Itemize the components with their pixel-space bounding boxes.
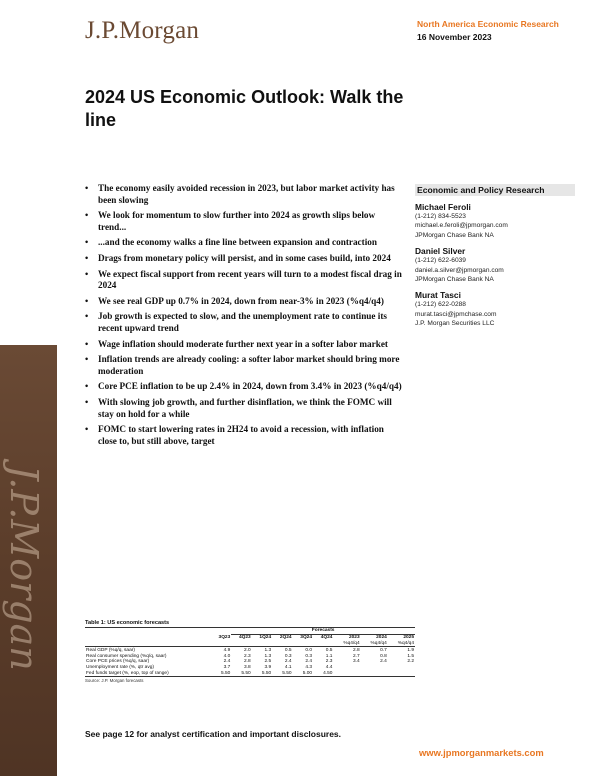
bullet-icon: • [85, 183, 89, 193]
table-cell: 3.4 [352, 659, 360, 665]
column-header: 2Q24 [279, 635, 292, 641]
bullet-icon: • [85, 311, 89, 322]
row-label: Real GDP (%q/q, saar) [86, 647, 135, 653]
table-cell: 2.3 [244, 653, 251, 659]
table-cell: 2.0 [244, 647, 251, 653]
table-cell: 2.3 [325, 659, 333, 665]
row-label: Unemployment rate (%, qtr avg) [86, 665, 154, 671]
key-point: • Inflation trends are already cooling: a softer labor market should bring more moderation [85, 354, 400, 376]
table-cell: 3.9 [264, 665, 272, 671]
key-point: • FOMC to start lowering rates in 2H24 to avoid a recession, with inflation close to, but still above, target [85, 424, 384, 446]
table-cell: 4.4 [325, 665, 333, 671]
column-header: 3Q23 [218, 634, 231, 640]
table-cell: 2.5 [264, 659, 272, 665]
table-cell: 0.7 [380, 647, 387, 653]
table-cell: 2.4 [380, 659, 387, 665]
bullet-icon: • [85, 252, 89, 263]
table-source-note: Source: J.P. Morgan forecasts [85, 678, 144, 684]
table-title: Table 1: US economic forecasts [85, 620, 415, 628]
analyst-phone: (1-212) 834-5523 [415, 213, 466, 220]
table-cell: 5.50 [272, 670, 292, 676]
table-cell: 2.8 [352, 647, 360, 653]
sidebar-heading: Economic and Policy Research [415, 184, 575, 196]
column-header: 2025 [403, 635, 414, 641]
bullet-icon: • [85, 424, 89, 435]
table-cell: 1.1 [325, 653, 333, 659]
analyst-entity: JPMorgan Chase Bank NA [415, 276, 494, 284]
report-header-info [417, 19, 559, 42]
key-point: • Core PCE inflation to be up 2.4% in 2024, down from 3.4% in 2023 (%q4/q4) [85, 381, 402, 392]
key-point: • We look for momentum to slow further into 2024 as growth slips below trend... [85, 210, 376, 232]
column-header: 1Q24 [259, 635, 272, 641]
table-row [85, 670, 415, 676]
bullet-icon: • [85, 268, 89, 279]
table-cell: 2.4 [284, 659, 292, 665]
table-cell: 5.50 [252, 670, 272, 676]
table-cell [361, 670, 388, 676]
footer-website-link[interactable]: www.jpmorganmarkets.com [419, 747, 544, 758]
analyst-card [415, 246, 575, 284]
analyst-name: Murat Tasci [415, 290, 461, 301]
forecast-table-section [85, 620, 415, 683]
table-cell [333, 670, 360, 676]
key-point: • Wage inflation should moderate further next year in a softer labor market [85, 338, 388, 349]
key-points-list [85, 183, 403, 451]
table-cell: 4.1 [284, 665, 292, 671]
analyst-phone: (1-212) 622-0288 [415, 301, 466, 309]
bullet-icon: • [85, 354, 89, 365]
analyst-card [415, 290, 575, 328]
table-cell: 4.50 [313, 670, 333, 676]
table-cell: 1.9 [407, 647, 414, 653]
key-point: • Drags from monetary policy will persist, and in some cases build, into 2024 [85, 252, 391, 263]
analyst-sidebar [415, 184, 575, 329]
row-label: Core PCE prices (%q/q, saar) [86, 659, 150, 665]
report-title: 2024 US Economic Outlook: Walk the line [85, 87, 404, 130]
table-cell: 3.7 [223, 665, 231, 671]
analyst-card [415, 202, 575, 240]
table-cell: 4.3 [305, 665, 313, 671]
bullet-icon: • [85, 210, 89, 221]
analyst-email-link[interactable]: murat.tasci@jpmchase.com [415, 310, 497, 318]
table-cell: 0.3 [284, 653, 292, 659]
key-point: • With slowing job growth, and further disinflation, we think the FOMC will stay on hold for a while [85, 396, 392, 419]
disclosure-note: See page 12 for analyst certification and important disclosures. [85, 729, 342, 739]
table-cell: 5.00 [293, 670, 313, 676]
table-cell: 2.2 [407, 659, 414, 665]
column-header: 4Q23 [238, 635, 251, 641]
analyst-phone: (1-212) 622-6039 [415, 257, 466, 265]
report-date: 16 November 2023 [417, 32, 492, 42]
table-cell: 5.50 [211, 670, 231, 676]
row-label: Real consumer spending (%q/q, saar) [86, 653, 167, 659]
analyst-email-link[interactable]: daniel.a.silver@jpmorgan.com [415, 266, 504, 274]
table-cell: 4.0 [223, 653, 231, 659]
forecasts-group-label: Forecasts [231, 628, 415, 634]
table-cell: 4.9 [223, 647, 231, 653]
key-point: • The economy easily avoided recession in 2023, but labor market activity has been slowing [85, 183, 395, 205]
row-label: Fed funds target (%, eop, top of range) [85, 670, 211, 676]
table-cell: 0.5 [284, 647, 292, 653]
table-cell: 1.3 [264, 647, 272, 653]
side-watermark-logo: J.P.Morgan [2, 465, 46, 671]
column-header: 4Q24 [320, 635, 333, 641]
series-name: North America Economic Research [417, 19, 559, 29]
table-cell: 2.8 [244, 659, 251, 665]
column-subheader: %q4/q4 [361, 641, 388, 647]
table-cell: 1.5 [407, 653, 414, 659]
table-cell: 2.4 [223, 659, 231, 665]
analyst-name: Michael Feroli [415, 202, 471, 212]
analyst-entity: JPMorgan Chase Bank NA [415, 231, 494, 239]
column-subheader: %q4/q4 [388, 641, 415, 647]
key-point: • We see real GDP up 0.7% in 2024, down from near-3% in 2023 (%q4/q4) [85, 295, 384, 306]
bullet-icon: • [85, 396, 89, 407]
table-cell: 0.0 [305, 647, 313, 653]
table-cell: 2.7 [352, 653, 360, 659]
bullet-icon: • [85, 295, 89, 306]
column-header: 2024 [376, 635, 387, 641]
analyst-name: Daniel Silver [415, 246, 466, 257]
key-point: • Job growth is expected to slow, and the unemployment rate to continue its recent upward trend [85, 311, 387, 333]
side-brand-band [0, 345, 57, 776]
analyst-email-link[interactable]: michael.e.feroli@jpmorgan.com [415, 222, 508, 230]
jpmorgan-logo: J.P.Morgan [85, 17, 200, 44]
column-header: 2023 [348, 635, 360, 641]
key-point: • We expect fiscal support from recent years will turn to a modest fiscal drag in 2024 [85, 268, 402, 291]
table-cell: 3.8 [244, 665, 251, 671]
column-subheader: %q4/q4 [333, 641, 360, 647]
analyst-entity: J.P. Morgan Securities LLC [415, 320, 495, 328]
table-cell [388, 670, 415, 676]
column-header: 3Q24 [300, 635, 313, 641]
table-cell: 0.5 [325, 647, 333, 653]
table-cell: 5.50 [231, 670, 251, 676]
key-point: • ...and the economy walks a fine line between expansion and contraction [85, 237, 377, 248]
table-cell: 2.4 [305, 659, 313, 665]
bullet-icon: • [85, 237, 89, 248]
table-cell: 0.3 [305, 653, 313, 659]
bullet-icon: • [85, 381, 89, 392]
table-cell: 1.3 [264, 653, 272, 659]
table-cell: 0.8 [380, 653, 387, 659]
bullet-icon: • [85, 338, 89, 349]
forecast-table [85, 628, 415, 677]
